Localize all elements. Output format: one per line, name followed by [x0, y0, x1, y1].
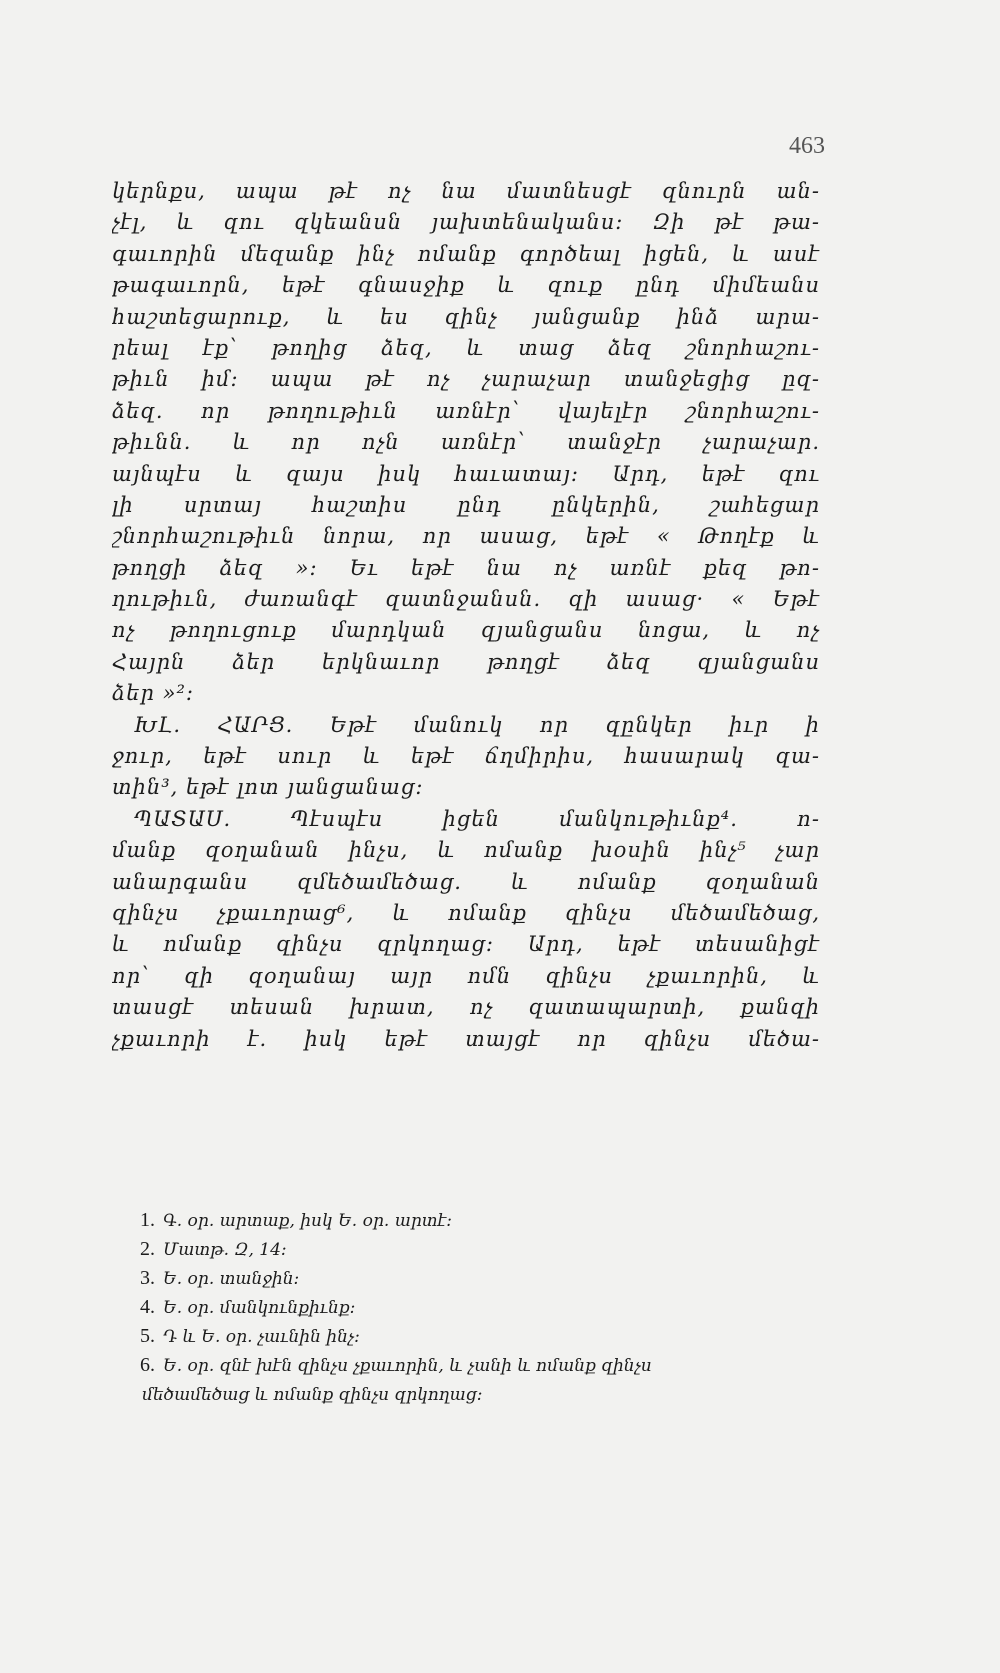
text-line: թողցի ձեզ »։ Եւ եթէ նա ոչ առնէ քեզ թո- [112, 555, 820, 580]
footnote [140, 1206, 830, 1235]
footnote-text: Ե. օր. մանկունքիւնք։ [163, 1298, 356, 1318]
footnote-number: 6. [140, 1354, 155, 1376]
text-line: թիւնն. և որ ոչն առնէր՝ տանջէր չարաչար. [112, 430, 820, 455]
footnote-text: մեծամեծաց և ոմանք զինչս զրկողաց։ [142, 1385, 483, 1405]
text-line: մանք զօղանան ինչս, և ոմանք խօսին ինչ⁵ չար [112, 838, 820, 863]
text-line: թագաւորն, եթէ գնասջիք և զուք ընդ միմեանս [112, 273, 820, 298]
text-line: կերնքս, ապա թէ ոչ նա մատնեսցէ զնուրն ան- [112, 179, 820, 203]
text-line: գաւորին մեզանք ինչ ոմանք գործեալ իցեն, և ասէ [112, 241, 820, 266]
text-line: թիւն իմ: ապա թէ ոչ չարաչար տանջեցից ըզ- [112, 367, 820, 392]
text-line: անարգանս զմեծամեծաց. և ոմանք զօղանան [112, 869, 820, 894]
footnote-text: Ե. օր. տանջին։ [163, 1269, 300, 1289]
footnotes [140, 1206, 830, 1409]
footnote-text: Մատթ. Զ, 14։ [163, 1240, 287, 1260]
text-line: և ոմանք զինչս զրկողաց։ Արդ, եթէ տեսանիցէ [112, 932, 820, 957]
footnote [140, 1351, 830, 1380]
answer-heading-line: ՊԱՏԱՍ. Պէսպէս իցեն մանկութիւնք⁴. ո- [134, 806, 820, 831]
text-line: ձեր »²։ [112, 681, 195, 706]
text-line: շնորհաշութիւն նորա, որ ասաց, եթէ « Թողէք և [112, 524, 820, 549]
text-line: չքաւորի է. իսկ եթէ տայցէ որ զինչս մեծա- [112, 1026, 820, 1051]
question-heading-line: ԽԼ. ՀԱՐՑ. Եթէ մանուկ որ զընկեր իւր ի [134, 712, 820, 737]
footnote [140, 1293, 830, 1322]
text-line: ղութիւն, ժառանգէ զատնջանսն. զի ասաց· « Եթէ [112, 587, 820, 612]
footnote [140, 1235, 830, 1264]
text-line: րեալ էք՝ թողից ձեզ, և տաց ձեզ շնորհաշու- [112, 335, 820, 360]
main-text [112, 176, 820, 1055]
footnote-number: 4. [140, 1296, 155, 1318]
footnote [140, 1322, 830, 1351]
text-line: զինչս չքաւորաց⁶, և ոմանք զինչս մեծամեծաց, [112, 900, 820, 925]
text-line: հաշտեցարուք, և ես զինչ յանցանք ինձ արա- [112, 304, 820, 329]
text-line: չէլ, և զու զկեանսն յախտենականս։ Զի թէ թա- [112, 210, 820, 235]
text-line: որ՝ զի զօղանայ այր ոմն զինչս չքաւորին, և [112, 963, 820, 988]
footnote-number: 1. [140, 1209, 155, 1231]
text-line: Հայրն ձեր երկնաւոր թողցէ ձեզ զյանցանս [112, 649, 820, 674]
page-number: 463 [789, 133, 825, 159]
footnote-number: 3. [140, 1267, 155, 1289]
footnote-text: Գ. օր. արտաք, իսկ Ե. օր. արտէ։ [163, 1211, 453, 1231]
text-line: ջուր, եթէ սուր և եթէ ճղմիրիս, հասարակ զա- [112, 744, 820, 769]
text-line: այնպէս և զայս իսկ հաւատայ։ Արդ, եթէ զու [112, 461, 820, 486]
footnote-text: Դ և Ե. օր. չաւնին ինչ։ [163, 1327, 360, 1347]
footnote-number: 2. [140, 1238, 155, 1260]
text-line: ոչ թողուցուք մարդկան զյանցանս նոցա, և ոչ [112, 618, 820, 643]
footnote-continuation [134, 1380, 830, 1409]
text-line: տին³, եթէ լոտ յանցանաց։ [112, 775, 424, 800]
footnote-text: Ե. օր. զնէ խէն զինչս չքաւորին, և չանի և ոմանք զինչս [163, 1356, 652, 1376]
footnote-number: 5. [140, 1325, 155, 1347]
text-line: տասցէ տեսան խրատ, ոչ զատապարտի, քանզի [112, 995, 820, 1020]
text-line: լի սրտայ հաշտիս ընդ ընկերին, շահեցար [112, 492, 820, 517]
footnote [140, 1264, 830, 1293]
text-line: ձեզ. որ թողութիւն առնէր՝ վայելէր շնորհաշու- [112, 398, 820, 423]
